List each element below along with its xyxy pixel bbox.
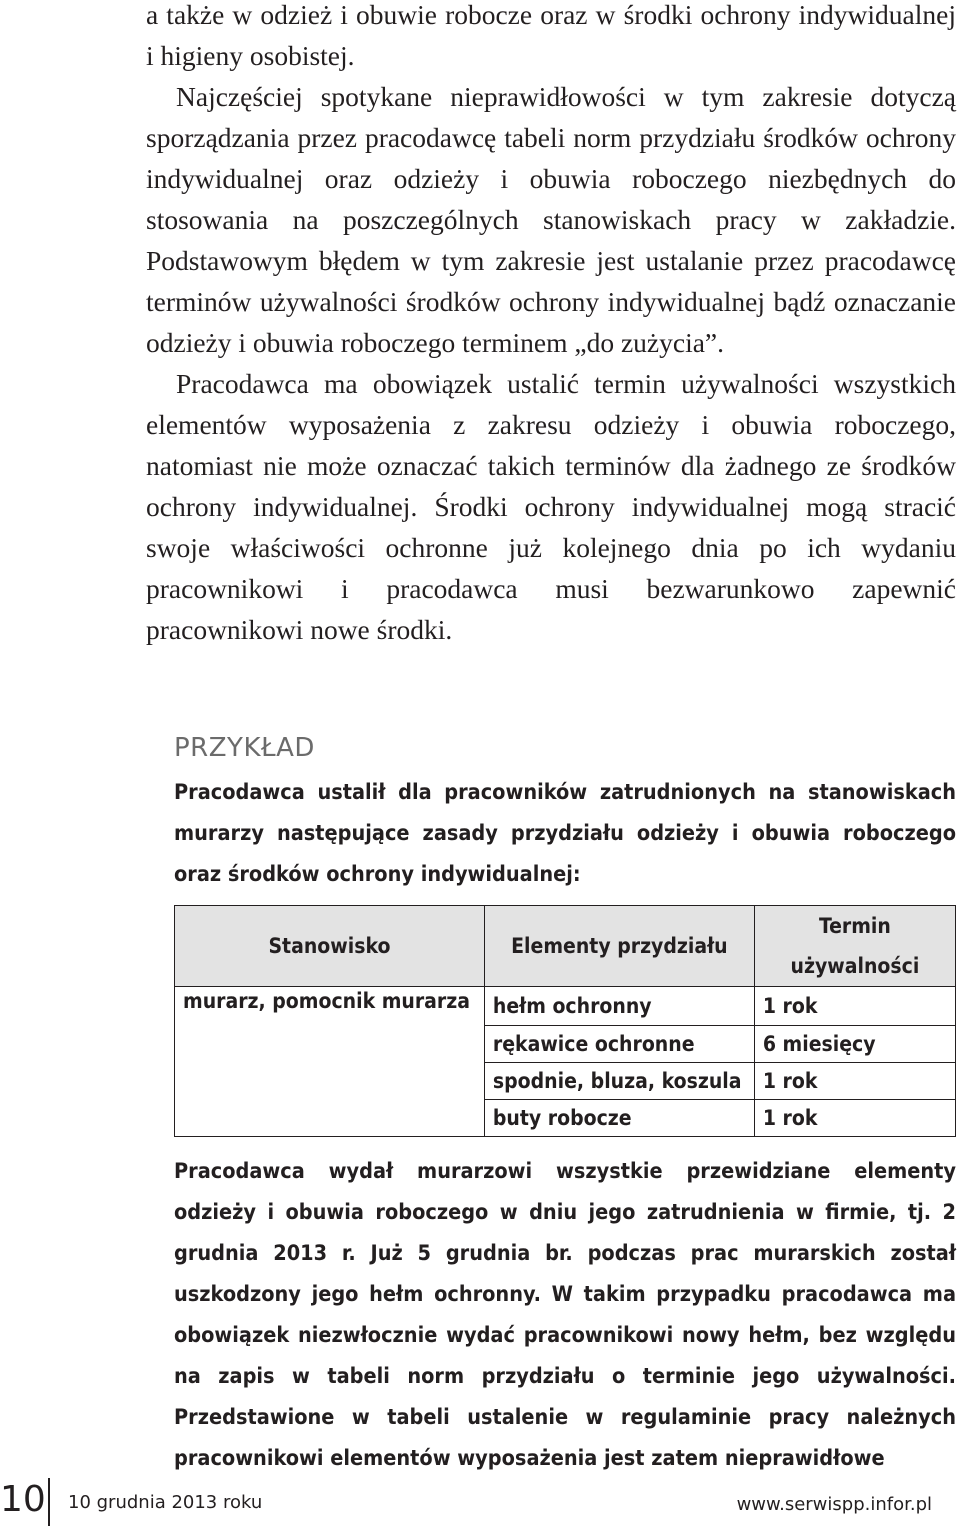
example-intro: Pracodawca ustalił dla pracowników zatrudnionych na stanowiskach murarzy następujące zasady przydziału odzieży i obuwia roboczego oraz środków ochrony indywidualnej:	[174, 780, 956, 887]
example-box	[174, 728, 956, 1479]
header-position: Stanowisko	[175, 906, 485, 987]
cell-term: 1 rok	[754, 1099, 955, 1136]
header-term: Termin używalności	[754, 906, 955, 987]
table-header-row	[175, 906, 956, 987]
page-number: 10	[0, 1479, 46, 1520]
table-row	[175, 1062, 956, 1099]
header-items: Elementy przydziału	[484, 906, 754, 987]
allocation-norms-table	[174, 905, 956, 1137]
table-row	[175, 1025, 956, 1062]
table-row	[175, 1099, 956, 1136]
table-row	[175, 987, 956, 1026]
cell-term: 1 rok	[754, 1062, 955, 1099]
paragraph-1: a także w odzież i obuwie robocze oraz w środki ochrony indywidualnej i higieny osobistej.	[146, 0, 956, 71]
cell-position-empty	[175, 1025, 485, 1062]
footer-date: 10 grudnia 2013 roku	[68, 1492, 263, 1513]
cell-item: hełm ochronny	[484, 987, 754, 1026]
cell-item: buty robocze	[484, 1099, 754, 1136]
cell-item: spodnie, bluza, koszula	[484, 1062, 754, 1099]
example-heading: PRZYKŁAD	[174, 733, 315, 763]
body-text	[146, 0, 956, 650]
cell-item: rękawice ochronne	[484, 1025, 754, 1062]
cell-position-empty	[175, 1099, 485, 1136]
paragraph-3: Pracodawca ma obowiązek ustalić termin używalności wszystkich elementów wyposażenia z zakresu odzieży i obuwia roboczego, natomiast nie może oznaczać takich terminów dla żadnego ze środków ochrony indywidualnej. Środki ochrony indywidualnej mogą stracić swoje właściwości ochronne już kolejnego dnia po ich wydaniu pracownikowi i pracodawca musi bezwarunkowo zapewnić pracownikowi nowe środki.	[146, 368, 956, 645]
paragraph-2: Najczęściej spotykane nieprawidłowości w tym zakresie dotyczą sporządzania przez pracodawcę tabeli norm przydziału środków ochrony indywidualnej oraz odzieży i obuwia roboczego niezbędnych do stosowania na poszczególnych stanowiskach pracy w zakładzie. Podstawowym błędem w tym zakresie jest ustalanie przez pracodawcę terminów używalności środków ochrony indywidualnej bądź oznaczanie odzieży i obuwia roboczego terminem „do zużycia”.	[146, 81, 956, 358]
page-footer	[0, 1478, 960, 1522]
cell-term: 6 miesięcy	[754, 1025, 955, 1062]
footer-url[interactable]: www.serwispp.infor.pl	[736, 1494, 932, 1515]
cell-position-empty	[175, 1062, 485, 1099]
cell-position: murarz, pomocnik murarza	[175, 987, 485, 1026]
footer-divider	[48, 1478, 50, 1526]
cell-term: 1 rok	[754, 987, 955, 1026]
example-outro: Pracodawca wydał murarzowi wszystkie przewidziane elementy odzieży i obuwia roboczego w dniu jego zatrudnienia w firmie, tj. 2 grudnia 2013 r. Już 5 grudnia br. podczas prac murarskich został uszkodzony jego hełm ochronny. W takim przypadku pracodawca ma obowiązek niezwłocznie wydać pracownikowi nowy hełm, bez względu na zapis w tabeli norm przydziału o terminie jego używalności. Przedstawione w tabeli ustalenie w regulaminie pracy należnych pracownikowi elementów wyposażenia jest zatem nieprawidłowe	[174, 1158, 956, 1471]
